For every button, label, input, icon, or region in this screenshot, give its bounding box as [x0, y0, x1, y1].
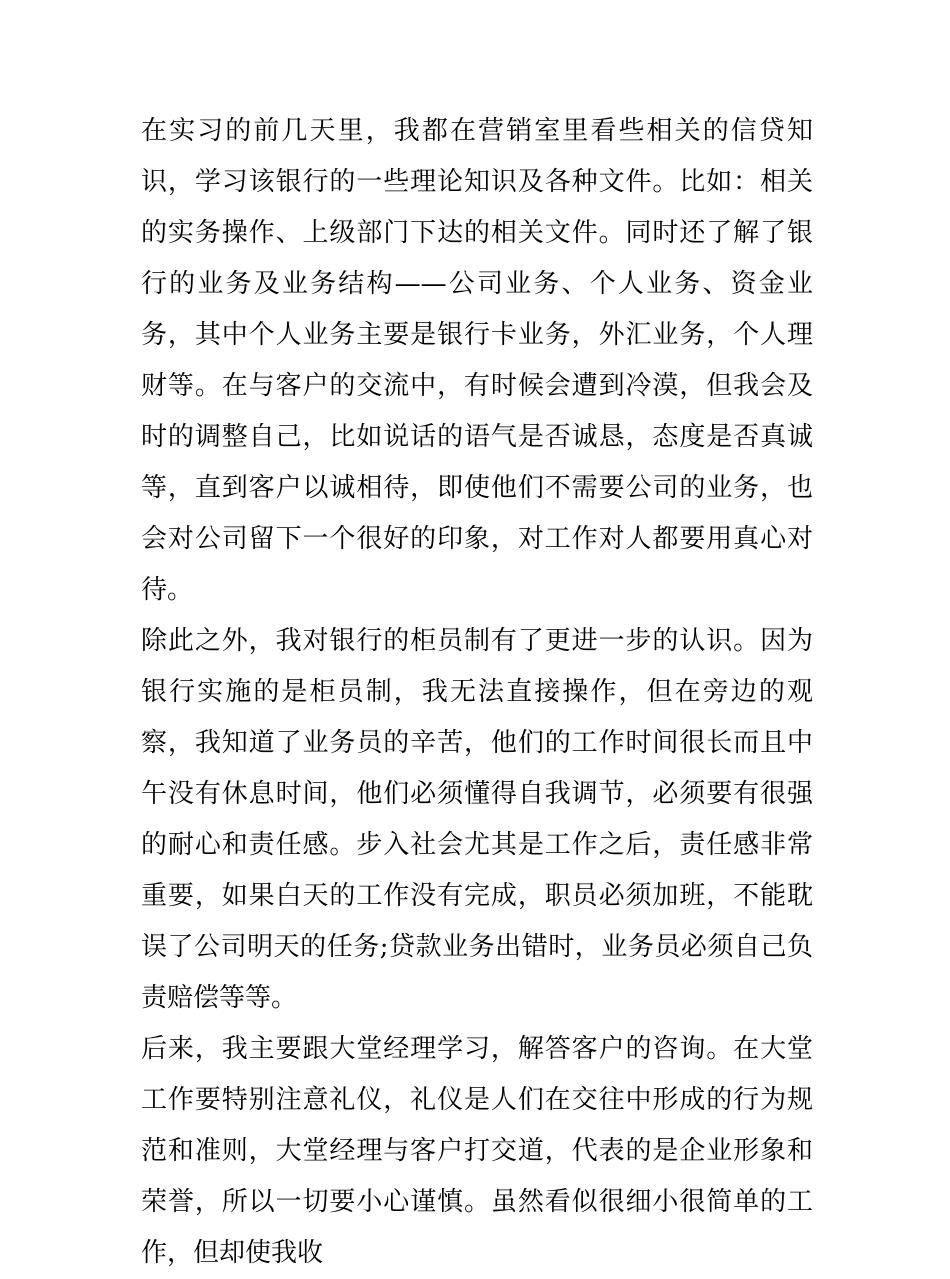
document-body	[141, 106, 813, 1279]
paragraph-1: 在实习的前几天里，我都在营销室里看些相关的信贷知识，学习该银行的一些理论知识及各种文件。比如：相关的实务操作、上级部门下达的相关文件。同时还了解了银行的业务及业务结构——公司业务、个人业务、资金业务，其中个人业务主要是银行卡业务，外汇业务，个人理财等。在与客户的交流中，有时候会遭到冷漠，但我会及时的调整自己，比如说话的语气是否诚恳，态度是否真诚等，直到客户以诚相待，即使他们不需要公司的业务，也会对公司留下一个很好的印象，对工作对人都要用真心对待。	[141, 116, 813, 605]
paragraph-3: 后来，我主要跟大堂经理学习，解答客户的咨询。在大堂工作要特别注意礼仪，礼仪是人们在交往中形成的行为规范和准则，大堂经理与客户打交道，代表的是企业形象和荣誉，所以一切要小心谨慎。虽然看似很细小很简单的工作，但却使我收	[141, 1034, 813, 1268]
paragraph-2: 除此之外，我对银行的柜员制有了更进一步的认识。因为银行实施的是柜员制，我无法直接操作，但在旁边的观察，我知道了业务员的辛苦，他们的工作时间很长而且中午没有休息时间，他们必须懂得自我调节，必须要有很强的耐心和责任感。步入社会尤其是工作之后，责任感非常重要，如果白天的工作没有完成，职员必须加班，不能耽误了公司明天的任务;贷款业务出错时，业务员必须自己负责赔偿等等。	[141, 626, 813, 1013]
